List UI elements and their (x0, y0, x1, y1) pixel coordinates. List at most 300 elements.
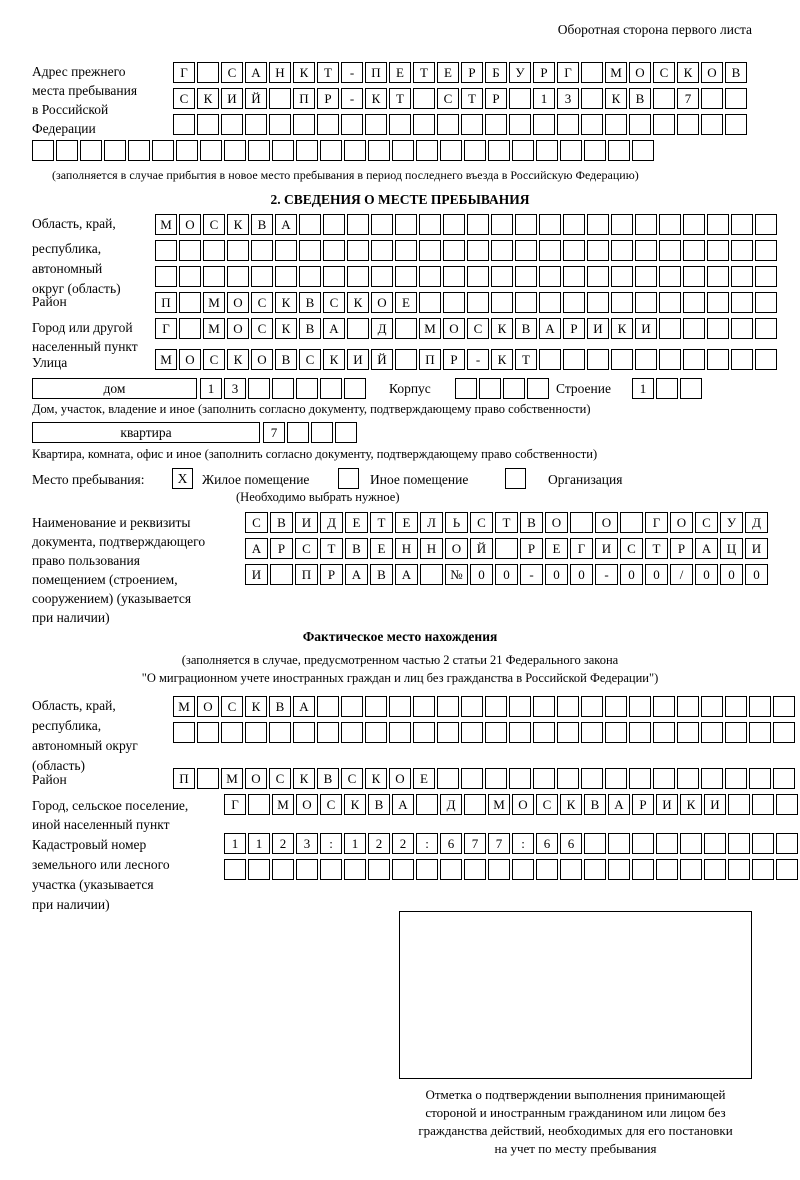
char-cell[interactable]: И (635, 318, 657, 339)
char-cell[interactable]: В (275, 349, 297, 370)
char-cell[interactable] (104, 140, 126, 161)
char-cell[interactable] (605, 722, 627, 743)
char-cell[interactable] (227, 240, 249, 261)
char-cell[interactable] (776, 833, 798, 854)
char-cell[interactable]: Е (413, 768, 435, 789)
char-cell[interactable]: К (560, 794, 582, 815)
char-cell[interactable]: В (299, 318, 321, 339)
char-cell[interactable] (731, 318, 753, 339)
char-cell[interactable]: М (155, 214, 177, 235)
char-cell[interactable]: К (491, 349, 513, 370)
char-cell[interactable] (557, 722, 579, 743)
char-cell[interactable] (464, 140, 486, 161)
region-row-1[interactable] (155, 214, 779, 235)
char-cell[interactable] (581, 114, 603, 135)
char-cell[interactable] (755, 214, 777, 235)
char-cell[interactable] (515, 292, 537, 313)
char-cell[interactable] (272, 378, 294, 399)
char-cell[interactable]: Р (533, 62, 555, 83)
char-cell[interactable]: И (587, 318, 609, 339)
char-cell[interactable] (659, 292, 681, 313)
char-cell[interactable] (539, 349, 561, 370)
char-cell[interactable] (611, 266, 633, 287)
char-cell[interactable] (269, 114, 291, 135)
char-cell[interactable] (495, 538, 518, 559)
char-cell[interactable] (32, 140, 54, 161)
char-cell[interactable]: : (320, 833, 342, 854)
char-cell[interactable]: А (608, 794, 630, 815)
char-cell[interactable] (437, 768, 459, 789)
char-cell[interactable] (728, 859, 750, 880)
char-cell[interactable]: У (509, 62, 531, 83)
char-cell[interactable] (563, 292, 585, 313)
char-cell[interactable] (368, 859, 390, 880)
char-cell[interactable]: Е (395, 292, 417, 313)
char-cell[interactable] (368, 140, 390, 161)
char-cell[interactable]: Р (317, 88, 339, 109)
char-cell[interactable] (245, 114, 267, 135)
char-cell[interactable] (731, 240, 753, 261)
char-cell[interactable] (485, 114, 507, 135)
char-cell[interactable]: 2 (272, 833, 294, 854)
char-cell[interactable] (389, 696, 411, 717)
actual-city-row[interactable] (224, 794, 800, 815)
char-cell[interactable] (515, 240, 537, 261)
char-cell[interactable] (317, 114, 339, 135)
char-cell[interactable]: Й (371, 349, 393, 370)
char-cell[interactable]: 1 (248, 833, 270, 854)
char-cell[interactable]: - (467, 349, 489, 370)
char-cell[interactable] (467, 214, 489, 235)
char-cell[interactable] (536, 140, 558, 161)
char-cell[interactable] (200, 140, 222, 161)
char-cell[interactable]: - (520, 564, 543, 585)
char-cell[interactable] (179, 318, 201, 339)
char-cell[interactable] (620, 512, 643, 533)
char-cell[interactable] (752, 833, 774, 854)
char-cell[interactable]: С (251, 318, 273, 339)
char-cell[interactable]: Г (224, 794, 246, 815)
char-cell[interactable] (611, 292, 633, 313)
char-cell[interactable] (563, 349, 585, 370)
char-cell[interactable] (488, 859, 510, 880)
char-cell[interactable] (128, 140, 150, 161)
checkbox-residential[interactable]: Х (172, 468, 193, 489)
char-cell[interactable] (248, 140, 270, 161)
char-cell[interactable]: Н (420, 538, 443, 559)
char-cell[interactable] (461, 696, 483, 717)
char-cell[interactable] (488, 140, 510, 161)
char-cell[interactable] (533, 722, 555, 743)
char-cell[interactable] (269, 88, 291, 109)
char-cell[interactable] (293, 114, 315, 135)
char-cell[interactable] (509, 114, 531, 135)
char-cell[interactable]: Г (173, 62, 195, 83)
char-cell[interactable]: К (365, 88, 387, 109)
char-cell[interactable] (680, 378, 702, 399)
char-cell[interactable] (773, 696, 795, 717)
char-cell[interactable] (509, 696, 531, 717)
char-cell[interactable] (179, 266, 201, 287)
char-cell[interactable] (155, 240, 177, 261)
char-cell[interactable]: В (515, 318, 537, 339)
char-cell[interactable] (677, 696, 699, 717)
char-cell[interactable]: Н (395, 538, 418, 559)
char-cell[interactable] (491, 214, 513, 235)
char-cell[interactable] (539, 214, 561, 235)
cadastral-row-1[interactable] (224, 833, 800, 854)
char-cell[interactable] (677, 768, 699, 789)
char-cell[interactable]: 7 (464, 833, 486, 854)
char-cell[interactable] (485, 696, 507, 717)
char-cell[interactable] (320, 859, 342, 880)
char-cell[interactable]: С (251, 292, 273, 313)
char-cell[interactable] (197, 62, 219, 83)
char-cell[interactable]: К (491, 318, 513, 339)
char-cell[interactable]: О (512, 794, 534, 815)
char-cell[interactable] (419, 214, 441, 235)
char-cell[interactable] (581, 88, 603, 109)
char-cell[interactable]: Р (670, 538, 693, 559)
char-cell[interactable]: С (221, 696, 243, 717)
char-cell[interactable] (464, 794, 486, 815)
char-cell[interactable] (509, 88, 531, 109)
char-cell[interactable] (389, 722, 411, 743)
char-cell[interactable]: 0 (620, 564, 643, 585)
char-cell[interactable] (420, 564, 443, 585)
char-cell[interactable] (680, 859, 702, 880)
char-cell[interactable] (605, 114, 627, 135)
char-cell[interactable]: 0 (645, 564, 668, 585)
char-cell[interactable]: : (416, 833, 438, 854)
char-cell[interactable] (224, 859, 246, 880)
char-cell[interactable] (629, 722, 651, 743)
korpus-cells[interactable] (455, 378, 551, 399)
char-cell[interactable] (509, 768, 531, 789)
char-cell[interactable]: П (155, 292, 177, 313)
char-cell[interactable]: 3 (224, 378, 246, 399)
char-cell[interactable] (635, 292, 657, 313)
char-cell[interactable] (608, 140, 630, 161)
char-cell[interactable] (659, 214, 681, 235)
char-cell[interactable] (245, 722, 267, 743)
char-cell[interactable] (443, 240, 465, 261)
char-cell[interactable] (347, 318, 369, 339)
char-cell[interactable] (512, 140, 534, 161)
char-cell[interactable] (570, 512, 593, 533)
char-cell[interactable]: К (347, 292, 369, 313)
char-cell[interactable] (704, 859, 726, 880)
char-cell[interactable] (395, 214, 417, 235)
char-cell[interactable]: № (445, 564, 468, 585)
char-cell[interactable]: И (295, 512, 318, 533)
char-cell[interactable]: А (395, 564, 418, 585)
char-cell[interactable] (527, 378, 549, 399)
char-cell[interactable] (437, 696, 459, 717)
char-cell[interactable]: К (275, 292, 297, 313)
char-cell[interactable]: Е (395, 512, 418, 533)
district-row[interactable] (155, 292, 779, 313)
char-cell[interactable] (485, 768, 507, 789)
char-cell[interactable]: 7 (263, 422, 285, 443)
char-cell[interactable] (56, 140, 78, 161)
char-cell[interactable] (701, 768, 723, 789)
char-cell[interactable] (635, 266, 657, 287)
char-cell[interactable]: У (720, 512, 743, 533)
char-cell[interactable] (632, 859, 654, 880)
char-cell[interactable]: 1 (224, 833, 246, 854)
char-cell[interactable]: Р (320, 564, 343, 585)
char-cell[interactable] (557, 696, 579, 717)
char-cell[interactable]: В (345, 538, 368, 559)
char-cell[interactable]: 7 (488, 833, 510, 854)
char-cell[interactable] (275, 266, 297, 287)
char-cell[interactable] (296, 378, 318, 399)
char-cell[interactable] (311, 422, 333, 443)
char-cell[interactable] (365, 696, 387, 717)
char-cell[interactable] (296, 140, 318, 161)
char-cell[interactable] (653, 114, 675, 135)
char-cell[interactable] (179, 240, 201, 261)
char-cell[interactable]: Т (645, 538, 668, 559)
char-cell[interactable]: 0 (495, 564, 518, 585)
char-cell[interactable]: Ь (445, 512, 468, 533)
char-cell[interactable]: И (745, 538, 768, 559)
char-cell[interactable]: В (251, 214, 273, 235)
char-cell[interactable]: Й (245, 88, 267, 109)
char-cell[interactable] (581, 722, 603, 743)
char-cell[interactable]: С (320, 794, 342, 815)
char-cell[interactable]: Б (485, 62, 507, 83)
char-cell[interactable] (731, 292, 753, 313)
char-cell[interactable] (635, 240, 657, 261)
char-cell[interactable]: В (299, 292, 321, 313)
char-cell[interactable] (317, 722, 339, 743)
char-cell[interactable] (755, 349, 777, 370)
char-cell[interactable] (293, 722, 315, 743)
char-cell[interactable] (533, 114, 555, 135)
char-cell[interactable] (755, 292, 777, 313)
char-cell[interactable]: М (419, 318, 441, 339)
stroenie-cells[interactable] (632, 378, 704, 399)
char-cell[interactable] (515, 214, 537, 235)
char-cell[interactable] (413, 114, 435, 135)
char-cell[interactable]: С (695, 512, 718, 533)
char-cell[interactable]: Д (745, 512, 768, 533)
char-cell[interactable]: П (295, 564, 318, 585)
char-cell[interactable] (347, 240, 369, 261)
char-cell[interactable] (179, 292, 201, 313)
char-cell[interactable] (533, 768, 555, 789)
char-cell[interactable] (299, 214, 321, 235)
prev-address-row-2[interactable] (173, 88, 749, 109)
char-cell[interactable] (479, 378, 501, 399)
char-cell[interactable] (611, 240, 633, 261)
char-cell[interactable]: 0 (470, 564, 493, 585)
char-cell[interactable] (320, 140, 342, 161)
char-cell[interactable] (335, 422, 357, 443)
char-cell[interactable] (413, 722, 435, 743)
char-cell[interactable]: Й (470, 538, 493, 559)
char-cell[interactable]: А (245, 538, 268, 559)
char-cell[interactable]: М (203, 318, 225, 339)
char-cell[interactable]: - (341, 88, 363, 109)
char-cell[interactable] (248, 859, 270, 880)
char-cell[interactable]: С (536, 794, 558, 815)
char-cell[interactable]: И (656, 794, 678, 815)
char-cell[interactable] (584, 833, 606, 854)
char-cell[interactable]: И (595, 538, 618, 559)
char-cell[interactable]: Р (485, 88, 507, 109)
char-cell[interactable] (725, 722, 747, 743)
char-cell[interactable] (629, 114, 651, 135)
char-cell[interactable]: О (296, 794, 318, 815)
char-cell[interactable]: Г (645, 512, 668, 533)
char-cell[interactable] (395, 240, 417, 261)
char-cell[interactable] (683, 240, 705, 261)
char-cell[interactable] (392, 140, 414, 161)
char-cell[interactable]: Г (557, 62, 579, 83)
char-cell[interactable] (683, 349, 705, 370)
flat-cells[interactable] (263, 422, 359, 443)
char-cell[interactable]: Е (345, 512, 368, 533)
char-cell[interactable]: А (275, 214, 297, 235)
char-cell[interactable] (248, 794, 270, 815)
char-cell[interactable] (776, 794, 798, 815)
char-cell[interactable] (731, 266, 753, 287)
char-cell[interactable]: П (365, 62, 387, 83)
char-cell[interactable]: С (221, 62, 243, 83)
char-cell[interactable] (341, 696, 363, 717)
char-cell[interactable] (581, 62, 603, 83)
char-cell[interactable] (270, 564, 293, 585)
char-cell[interactable] (659, 240, 681, 261)
char-cell[interactable]: О (389, 768, 411, 789)
char-cell[interactable] (299, 240, 321, 261)
char-cell[interactable] (629, 768, 651, 789)
char-cell[interactable] (653, 768, 675, 789)
char-cell[interactable] (416, 140, 438, 161)
char-cell[interactable] (749, 768, 771, 789)
char-cell[interactable] (389, 114, 411, 135)
prev-address-row-3[interactable] (173, 114, 749, 135)
char-cell[interactable]: О (179, 349, 201, 370)
char-cell[interactable] (467, 292, 489, 313)
char-cell[interactable] (584, 140, 606, 161)
char-cell[interactable] (683, 214, 705, 235)
char-cell[interactable]: А (293, 696, 315, 717)
char-cell[interactable]: М (605, 62, 627, 83)
char-cell[interactable] (80, 140, 102, 161)
char-cell[interactable] (515, 266, 537, 287)
char-cell[interactable]: Д (440, 794, 462, 815)
char-cell[interactable] (344, 859, 366, 880)
char-cell[interactable]: М (272, 794, 294, 815)
char-cell[interactable]: Л (420, 512, 443, 533)
char-cell[interactable]: К (293, 62, 315, 83)
char-cell[interactable]: Т (317, 62, 339, 83)
char-cell[interactable]: Т (413, 62, 435, 83)
char-cell[interactable] (461, 722, 483, 743)
char-cell[interactable]: К (605, 88, 627, 109)
char-cell[interactable]: 1 (632, 378, 654, 399)
char-cell[interactable] (587, 292, 609, 313)
char-cell[interactable]: В (370, 564, 393, 585)
char-cell[interactable] (341, 722, 363, 743)
char-cell[interactable] (725, 768, 747, 789)
char-cell[interactable] (173, 114, 195, 135)
char-cell[interactable] (155, 266, 177, 287)
char-cell[interactable]: Г (570, 538, 593, 559)
char-cell[interactable] (656, 833, 678, 854)
char-cell[interactable] (683, 292, 705, 313)
char-cell[interactable]: К (677, 62, 699, 83)
char-cell[interactable] (323, 214, 345, 235)
char-cell[interactable] (707, 318, 729, 339)
char-cell[interactable] (437, 114, 459, 135)
char-cell[interactable] (443, 266, 465, 287)
char-cell[interactable] (701, 696, 723, 717)
char-cell[interactable] (443, 292, 465, 313)
char-cell[interactable] (563, 240, 585, 261)
char-cell[interactable] (203, 266, 225, 287)
char-cell[interactable]: К (227, 214, 249, 235)
char-cell[interactable]: М (173, 696, 195, 717)
char-cell[interactable] (563, 214, 585, 235)
char-cell[interactable]: Т (389, 88, 411, 109)
char-cell[interactable] (173, 722, 195, 743)
char-cell[interactable] (341, 114, 363, 135)
char-cell[interactable] (707, 214, 729, 235)
char-cell[interactable]: Т (495, 512, 518, 533)
char-cell[interactable] (491, 240, 513, 261)
char-cell[interactable] (755, 240, 777, 261)
char-cell[interactable]: О (227, 318, 249, 339)
char-cell[interactable]: И (704, 794, 726, 815)
region-row-2[interactable] (155, 240, 779, 261)
char-cell[interactable] (701, 722, 723, 743)
char-cell[interactable] (224, 140, 246, 161)
char-cell[interactable]: Р (520, 538, 543, 559)
char-cell[interactable] (416, 794, 438, 815)
char-cell[interactable]: К (245, 696, 267, 717)
char-cell[interactable] (344, 378, 366, 399)
char-cell[interactable] (272, 859, 294, 880)
char-cell[interactable]: А (345, 564, 368, 585)
char-cell[interactable]: О (245, 768, 267, 789)
char-cell[interactable]: И (221, 88, 243, 109)
char-cell[interactable] (440, 140, 462, 161)
char-cell[interactable]: О (595, 512, 618, 533)
city-row[interactable] (155, 318, 779, 339)
char-cell[interactable]: С (467, 318, 489, 339)
char-cell[interactable]: О (197, 696, 219, 717)
char-cell[interactable]: 0 (695, 564, 718, 585)
document-row-3[interactable] (245, 564, 770, 585)
char-cell[interactable]: И (245, 564, 268, 585)
char-cell[interactable] (533, 696, 555, 717)
char-cell[interactable] (251, 240, 273, 261)
char-cell[interactable] (728, 833, 750, 854)
char-cell[interactable] (731, 349, 753, 370)
char-cell[interactable] (299, 266, 321, 287)
char-cell[interactable] (272, 140, 294, 161)
char-cell[interactable]: Е (370, 538, 393, 559)
char-cell[interactable] (653, 722, 675, 743)
char-cell[interactable] (701, 114, 723, 135)
prev-address-row-4[interactable] (32, 140, 656, 161)
char-cell[interactable] (152, 140, 174, 161)
